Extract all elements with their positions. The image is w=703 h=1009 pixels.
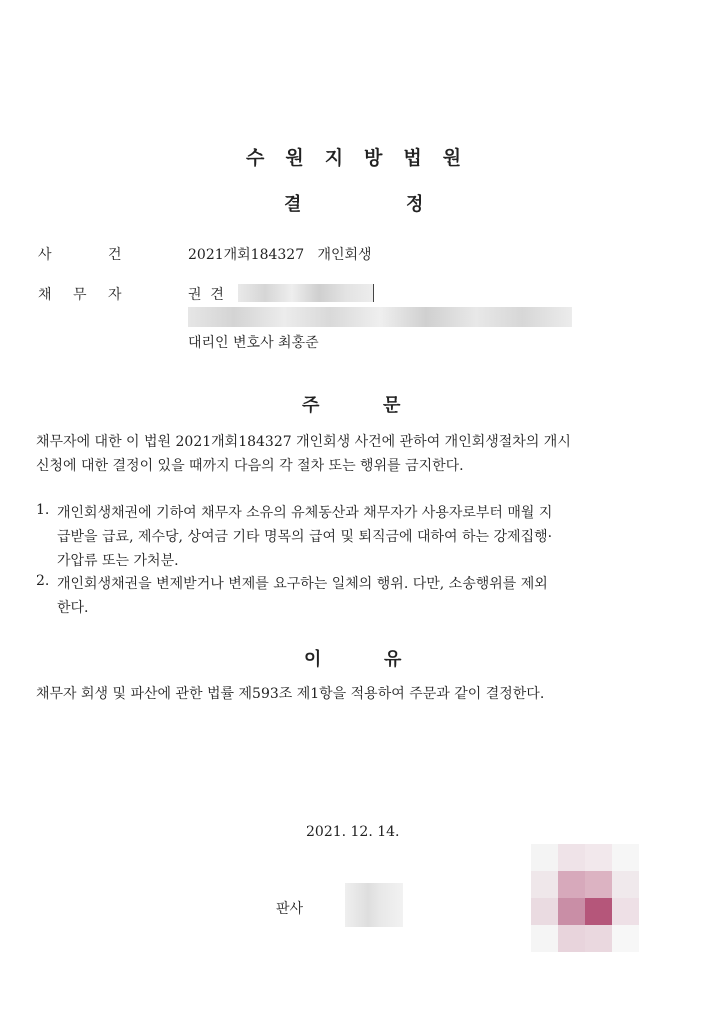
order-intro-line-1: 채무자에 대한 이 법원 2021개회184327 개인회생 사건에 관하여 개인회생절차의 개시 [36,434,571,450]
item-1-line-1: 개인회생채권에 기하여 채무자 소유의 유체동산과 채무자가 사용자로부터 매월 지 [57,505,553,521]
case-label-char-2: 건 [108,247,122,263]
redacted-address-block [188,307,572,327]
item-1-line-2: 급받을 급료, 제수당, 상여금 기타 명목의 급여 및 퇴직금에 대하여 하는 강제집행· [57,529,553,545]
redacted-judge-name [345,883,403,927]
court-seal-mosaic [531,844,639,952]
item-1-number: 1. [36,502,50,518]
reason-text: 채무자 회생 및 파산에 관한 법률 제593조 제1항을 적용하여 주문과 같이 결정한다. [36,686,545,702]
judge-label: 판사 [276,901,304,917]
reason-heading-left: 이 [304,649,322,670]
decision-title-left: 결 [284,194,302,215]
debtor-label-char-3: 자 [108,287,122,303]
item-2-line-1: 개인회생채권을 변제받거나 변제를 요구하는 일체의 행위. 다만, 소송행위를 제외 [57,576,548,592]
debtor-label-char-1: 채 [38,287,52,303]
order-intro-line-2: 신청에 대한 결정이 있을 때까지 다음의 각 절차 또는 행위를 금지한다. [36,458,464,474]
reason-heading-right: 유 [384,649,402,670]
redacted-name-block [238,284,373,302]
debtor-agent: 대리인 변호사 최홍준 [188,335,319,351]
item-2-line-2: 한다. [57,600,89,616]
order-heading-right: 문 [383,395,401,416]
case-number: 2021개회184327 개인회생 [188,247,372,263]
decision-date: 2021. 12. 14. [306,824,400,840]
case-label-char-1: 사 [38,247,52,263]
order-heading-left: 주 [302,395,320,416]
debtor-name: 권 견 [188,287,224,303]
court-name: 수원지방법원 [246,147,483,169]
decision-title-right: 정 [406,194,424,215]
redaction-end-mark [373,284,374,302]
item-1-line-3: 가압류 또는 가처분. [57,553,179,569]
debtor-label-char-2: 무 [73,287,87,303]
item-2-number: 2. [36,573,50,589]
